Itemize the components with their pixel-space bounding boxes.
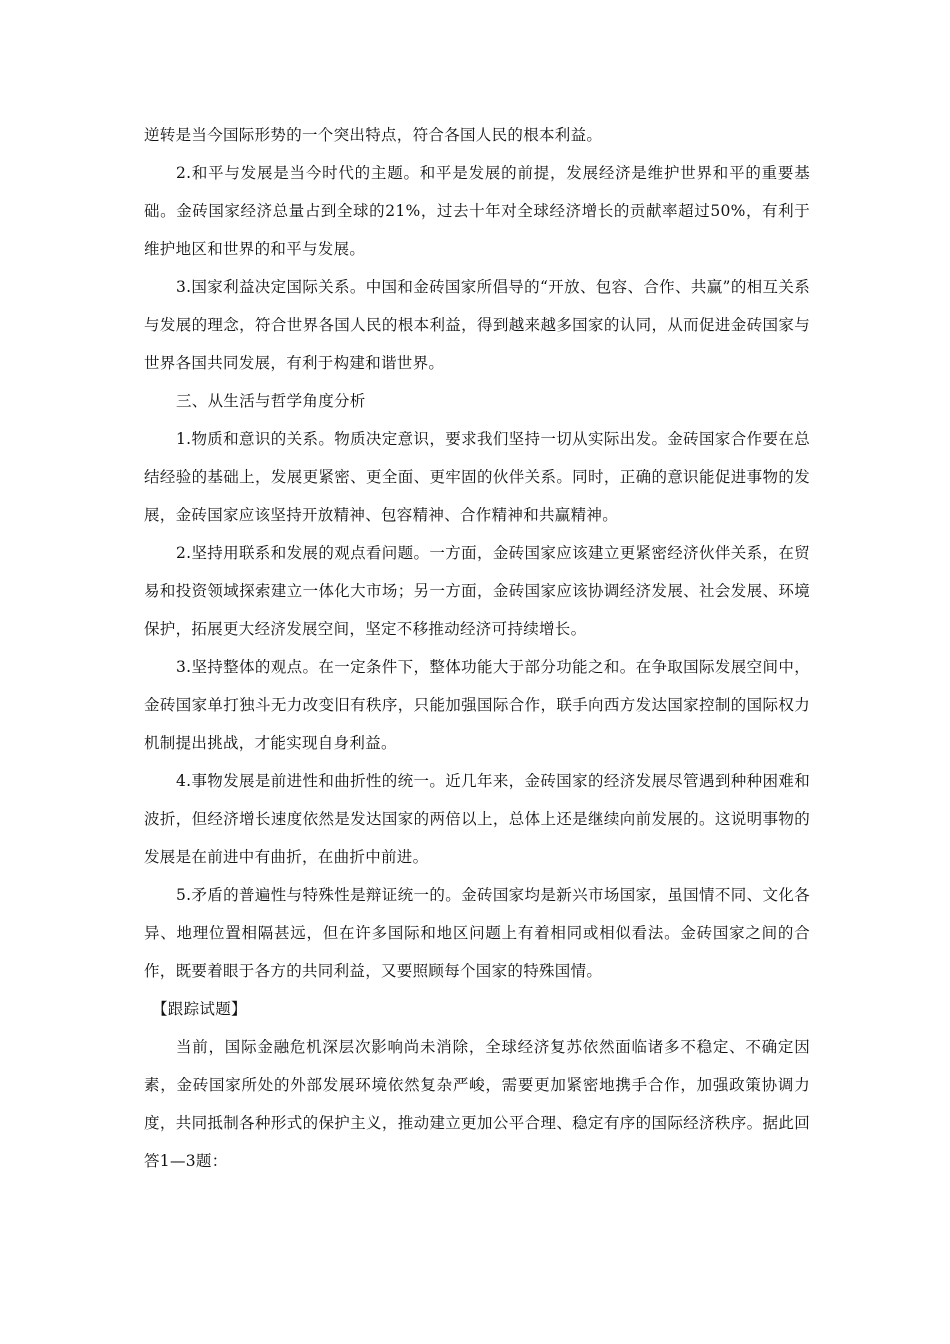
paragraph-question-stem: 当前，国际金融危机深层次影响尚未消除，全球经济复苏依然面临诸多不稳定、不确定因素，金砖国家所处的外部发展环境依然复杂严峻，需要更加紧密地携手合作，加强政策协调力度，共同抵制各种形式的保护主义，推动建立更加公平合理、稳定有序的国际经济秩序。据此回答1—3题： — [144, 1038, 810, 1170]
paragraph-national-interest: 3.国家利益决定国际关系。中国和金砖国家所倡导的“开放、包容、合作、共赢”的相互关系与发展的理念，符合世界各国人民的根本利益，得到越来越多国家的认同，从而促进金砖国家与世界各国共同发展，有利于构建和谐世界。 — [144, 278, 810, 372]
paragraph-whole-view: 3.坚持整体的观点。在一定条件下，整体功能大于部分功能之和。在争取国际发展空间中，金砖国家单打独斗无力改变旧有秩序，只能加强国际合作，联手向西方发达国家控制的国际权力机制提出挑战，才能实现自身利益。 — [144, 658, 810, 752]
paragraph-peace-development: 2.和平与发展是当今时代的主题。和平是发展的前提，发展经济是维护世界和平的重要基础。金砖国家经济总量占到全球的21%，过去十年对全球经济增长的贡献率超过50%，有利于维护地区和世界的和平与发展。 — [144, 164, 810, 258]
section-heading-philosophy: 三、从生活与哲学角度分析 — [176, 392, 366, 410]
document-body — [144, 116, 810, 1180]
paragraph-contradiction: 5.矛盾的普遍性与特殊性是辩证统一的。金砖国家均是新兴市场国家，虽国情不同、文化各异、地理位置相隔甚远，但在许多国际和地区问题上有着相同或相似看法。金砖国家之间的合作，既要着眼于各方的共同利益，又要照顾每个国家的特殊国情。 — [144, 886, 810, 980]
paragraph-connection-development: 2.坚持用联系和发展的观点看问题。一方面，金砖国家应该建立更紧密经济伙伴关系，在贸易和投资领域探索建立一体化大市场；另一方面，金砖国家应该协调经济发展、社会发展、环境保护，拓展更大经济发展空间，坚定不移推动经济可持续增长。 — [144, 544, 810, 638]
paragraph-matter-consciousness: 1.物质和意识的关系。物质决定意识，要求我们坚持一切从实际出发。金砖国家合作要在总结经验的基础上，发展更紧密、更全面、更牢固的伙伴关系。同时，正确的意识能促进事物的发展，金砖国家应该坚持开放精神、包容精神、合作精神和共赢精神。 — [144, 430, 810, 524]
tracking-questions-title: 【跟踪试题】 — [152, 1000, 247, 1018]
paragraph-continuation: 逆转是当今国际形势的一个突出特点，符合各国人民的根本利益。 — [144, 126, 603, 144]
paragraph-progress-tortuosity: 4.事物发展是前进性和曲折性的统一。近几年来，金砖国家的经济发展尽管遇到种种困难和波折，但经济增长速度依然是发达国家的两倍以上，总体上还是继续向前发展的。这说明事物的发展是在前进中有曲折，在曲折中前进。 — [144, 772, 810, 866]
